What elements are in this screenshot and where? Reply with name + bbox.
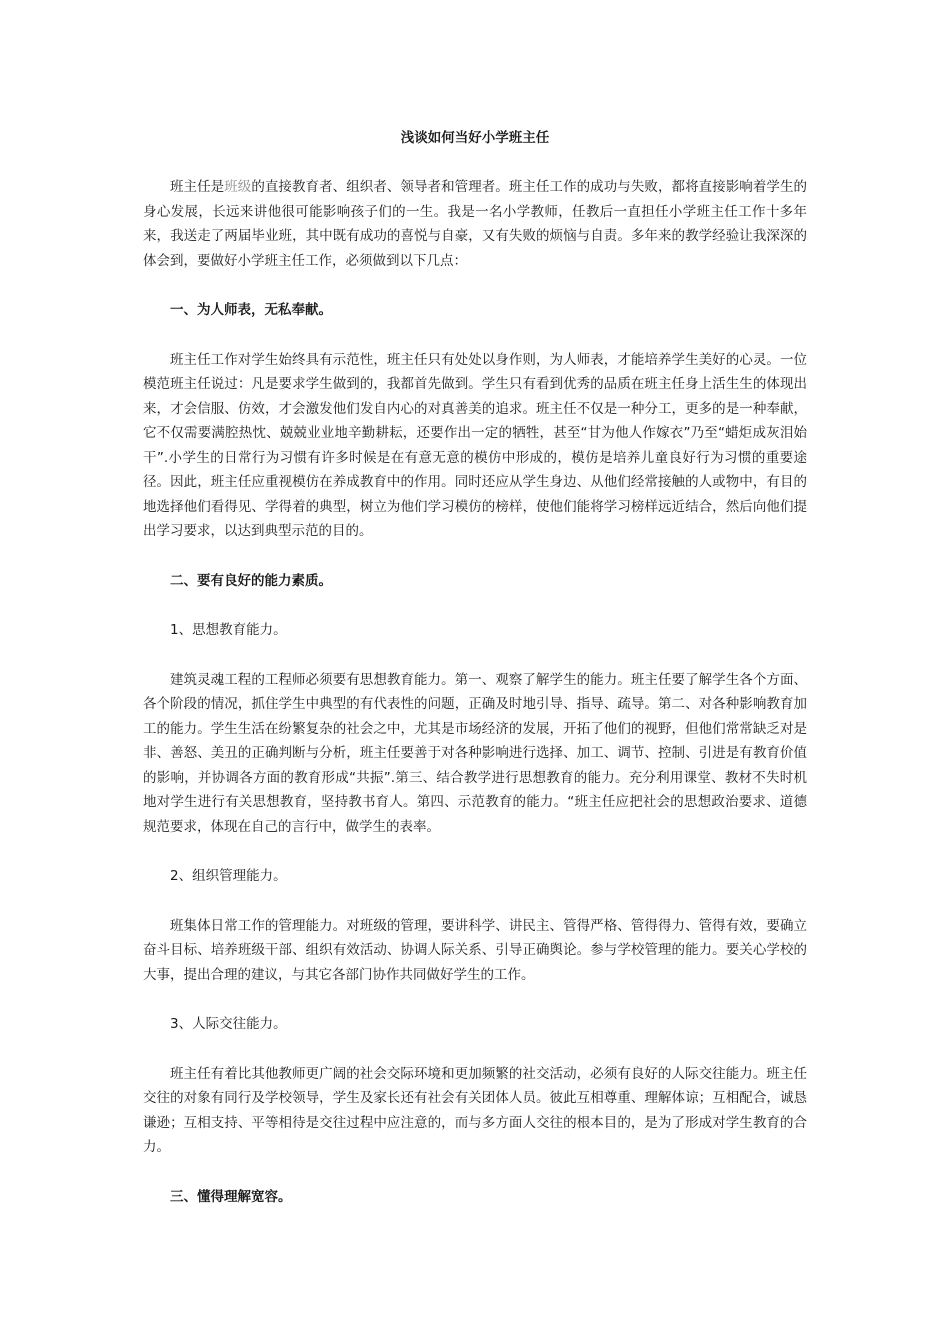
subsection-heading-3: 3、人际交往能力。 [170,1016,287,1032]
subsection-3-paragraph: 班主任有着比其他教师更广阔的社会交际环境和更加频繁的社交活动，必须有良好的人际交往能力。班主任交往的对象有同行及学校领导，学生及家长还有社会有关团体人员。彼此互相尊重、理解体谅；互相配合，诚恳谦逊；互相支持、平等相待是交往过程中应注意的，而与多方面人交往的根本目的，是为了形成对学生教育的合力。 [143,1065,807,1155]
subsection-2-paragraph: 班集体日常工作的管理能力。对班级的管理，要讲科学、讲民主、管得严格、管得得力、管得有效，要确立奋斗目标、培养班级干部、组织有效活动、协调人际关系、引导正确舆论。参与学校管理的能力。要关心学校的大事，提出合理的建议，与其它各部门协作共同做好学生的工作。 [143,917,807,983]
document-title: 浅谈如何当好小学班主任 [400,130,550,146]
section-heading-2: 二、要有良好的能力素质。 [170,572,332,589]
class-link[interactable]: 班级 [224,179,252,195]
intro-text-rest: 的直接教育者、组织者、领导者和管理者。班主任工作的成功与失败，都将直接影响着学生的身心发展，长远来讲他很可能影响孩子们的一生。我是一名小学教师，任教后一直担任小学班主任工作十多年来，我送走了两届毕业班，其中既有成功的喜悦与自豪，又有失败的烦恼与自责。多年来的教学经验让我深深的体会到，要做好小学班主任工作，必须做到以下几点： [143,179,808,269]
document-body [143,126,807,1234]
subsection-heading-2: 2、组织管理能力。 [170,868,287,884]
section-heading-1: 一、为人师表，无私奉献。 [170,302,332,318]
section-1-paragraph: 班主任工作对学生始终具有示范性，班主任只有处处以身作则，为人师表，才能培养学生美好的心灵。一位模范班主任说过：凡是要求学生做到的，我都首先做到。学生只有看到优秀的品质在班主任身上活生生的体现出来，才会信服、仿效，才会激发他们发自内心的对真善美的追求。班主任不仅是一种分工，更多的是一种奉献，它不仅需要满腔热忱、兢兢业业地辛勤耕耘，还要作出一定的牺牲，甚至“甘为他人作嫁衣”乃至“蜡炬成灰泪始干”.小学生的日常行为习惯有许多时候是在有意无意的模仿中形成的，模仿是培养儿童良好行为习惯的重要途径。因此，班主任应重视模仿在养成教育中的作用。同时还应从学生身边、从他们经常接触的人或物中，有目的地选择他们看得见、学得着的典型，树立为他们学习模仿的榜样，使他们能将学习榜样远近结合，然后向他们提出学习要求，以达到典型示范的目的。 [143,351,807,539]
subsection-1-paragraph: 建筑灵魂工程的工程师必须要有思想教育能力。第一、观察了解学生的能力。班主任要了解学生各个方面、各个阶段的情况，抓住学生中典型的有代表性的问题，正确及时地引导、指导、疏导。第二、对各种影响教育加工的能力。学生生活在纷繁复杂的社会之中，尤其是市场经济的发展，开拓了他们的视野，但他们常常缺乏对是非、善怒、美丑的正确判断与分析，班主任要善于对各种影响进行选择、加工、调节、控制、引进是有教育价值的影响，并协调各方面的教育形成“共振”.第三、结合教学进行思想教育的能力。充分利用课堂、教材不失时机地对学生进行有关思想教育，坚持教书育人。第四、示范教育的能力。“班主任应把社会的思想政治要求、道德规范要求，体现在自己的言行中，做学生的表率。 [143,671,807,835]
subsection-heading-1: 1、思想教育能力。 [170,622,287,638]
intro-paragraph [143,175,807,273]
intro-text-start: 班主任是 [170,179,225,195]
section-heading-3: 三、懂得理解宽容。 [170,1188,292,1205]
